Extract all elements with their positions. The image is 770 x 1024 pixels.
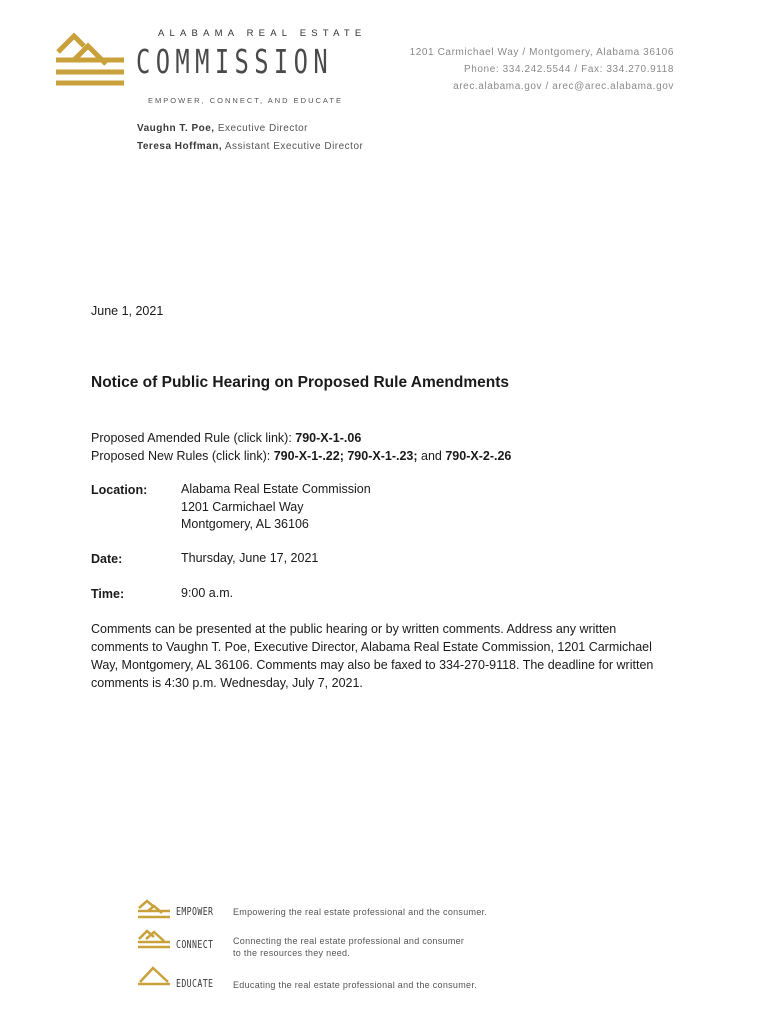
comments-paragraph: [91, 620, 691, 692]
date-value: Thursday, June 17, 2021: [181, 551, 319, 565]
footer-text-line: Connecting the real estate professional and consumer: [233, 936, 465, 946]
contact-web: arec.alabama.gov / arec@arec.alabama.gov: [453, 81, 674, 92]
staff-name: Vaughn T. Poe,: [137, 123, 215, 134]
new-rules-link[interactable]: 790-X-1-.22; 790-X-1-.23;: [273, 448, 418, 463]
date-label: Date:: [91, 552, 123, 566]
letter-date: June 1, 2021: [91, 304, 164, 318]
footer-text-educate: [233, 979, 477, 991]
notice-title: Notice of Public Hearing on Proposed Rule Amendments: [91, 374, 509, 391]
footer-text-line: Educating the real estate professional and the consumer.: [233, 980, 477, 990]
footer-text-line: Empowering the real estate professional and the consumer.: [233, 907, 488, 917]
location-value: [181, 481, 371, 534]
new-rules-and: and: [417, 448, 446, 463]
footer-word-empower: EMPOWER: [176, 905, 214, 918]
location-line: Montgomery, AL 36106: [181, 517, 309, 531]
footer-word-educate: EDUCATE: [176, 977, 214, 990]
comments-line: Comments can be presented at the public hearing or by written comments. Address any written: [91, 622, 617, 636]
time-value: 9:00 a.m.: [181, 586, 234, 600]
contact-block: [410, 44, 674, 95]
connect-icon: [136, 927, 172, 949]
empower-icon: [136, 898, 172, 920]
contact-address: 1201 Carmichael Way / Montgomery, Alabama 36106: [409, 47, 674, 58]
footer-word-connect: CONNECT: [176, 938, 214, 951]
commission-logo-icon: [54, 30, 126, 90]
comments-line: comments is 4:30 p.m. Wednesday, July 7, 2021.: [91, 676, 363, 690]
staff-title: Assistant Executive Director: [224, 141, 364, 152]
org-tagline: EMPOWER, CONNECT, AND EDUCATE: [148, 96, 343, 105]
location-line: 1201 Carmichael Way: [181, 499, 304, 514]
comments-line: comments to Vaughn T. Poe, Executive Director, Alabama Real Estate Commission, 1201 Carmichael: [91, 640, 652, 654]
proposed-rules: [91, 430, 511, 465]
amended-rule-prefix: Proposed Amended Rule (click link):: [91, 431, 296, 445]
staff-list: [137, 120, 363, 156]
footer-text-empower: [233, 906, 487, 918]
new-rules-line: [91, 448, 511, 466]
footer-text-line: to the resources they need.: [233, 948, 351, 958]
staff-line-assistant: [137, 138, 363, 156]
contact-phone-fax: Phone: 334.242.5544 / Fax: 334.270.9118: [463, 64, 674, 75]
staff-line-director: [137, 120, 363, 138]
new-rule-last-link[interactable]: 790-X-2-.26: [445, 448, 512, 463]
footer-text-connect: [233, 935, 464, 959]
org-name-top: ALABAMA REAL ESTATE: [158, 28, 367, 39]
comments-line: Way, Montgomery, AL 36106. Comments may also be faxed to 334-270-9118. The deadline for written: [91, 658, 654, 672]
amended-rule-line: [91, 430, 511, 448]
staff-title: Executive Director: [217, 123, 308, 134]
new-rules-prefix: Proposed New Rules (click link):: [91, 448, 274, 463]
amended-rule-link[interactable]: 790-X-1-.06: [295, 431, 362, 445]
location-label: Location:: [91, 483, 148, 497]
educate-icon: [136, 964, 172, 986]
staff-name: Teresa Hoffman,: [137, 141, 223, 152]
location-line: Alabama Real Estate Commission: [181, 482, 371, 496]
time-label: Time:: [91, 587, 125, 601]
org-name-main: COMMISSION: [136, 42, 334, 81]
